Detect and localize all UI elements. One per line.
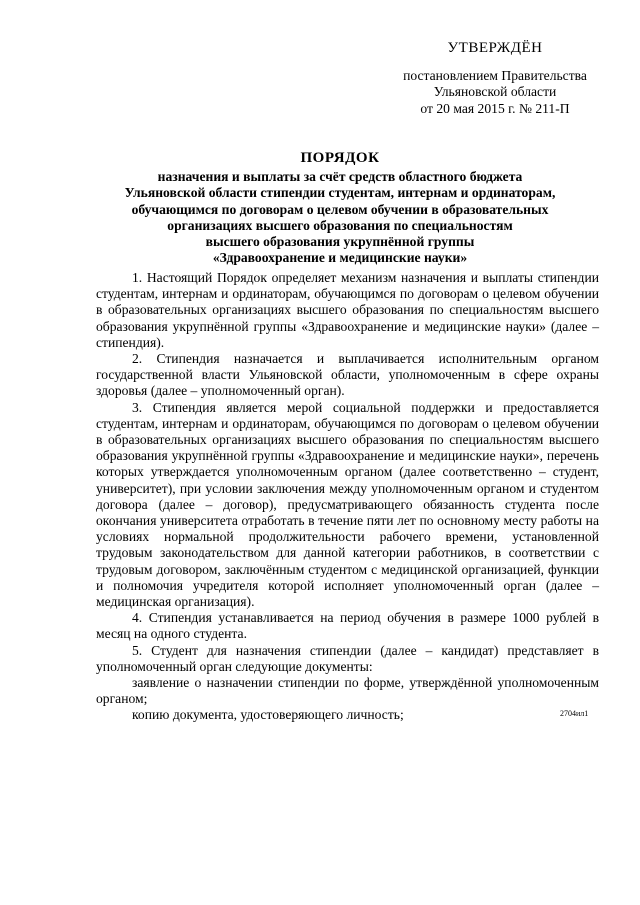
title-line: высшего образования укрупнённой группы — [205, 234, 475, 250]
approval-heading: УТВЕРЖДЁН — [447, 40, 543, 56]
title-main: ПОРЯДОК — [300, 150, 380, 166]
document-body — [96, 270, 599, 724]
paragraph-2: 2. Стипендия назначается и выплачивается исполнительным органом государственной власти Ульяновской области, уполномоченным в сфере охраны здоровья (далее – уполномоченный орган). — [96, 351, 599, 399]
document-title — [82, 150, 598, 266]
approval-line: Ульяновской области — [433, 84, 557, 100]
paragraph-5-item-identity: копию документа, удостоверяющего личность; — [132, 707, 404, 723]
approval-line: от 20 мая 2015 г. № 211-П — [420, 100, 570, 116]
approval-line: постановлением Правительства — [403, 68, 587, 84]
footer-code: 2704ил1 — [560, 709, 589, 718]
paragraph-5: 5. Студент для назначения стипендии (далее – кандидат) представляет в уполномоченный орган следующие документы: — [96, 642, 599, 674]
paragraph-4: 4. Стипендия устанавливается на период обучения в размере 1000 рублей в месяц на одного студента. — [96, 610, 599, 642]
title-line: организациях высшего образования по специальностям — [167, 217, 513, 233]
paragraph-5-item-application: заявление о назначении стипендии по форме, утверждённой уполномоченным органом; — [96, 675, 599, 707]
title-line: «Здравоохранение и медицинские науки» — [212, 250, 468, 266]
paragraph-1: 1. Настоящий Порядок определяет механизм назначения и выплаты стипендии студентам, интернам и ординаторам, обучающимся по договорам о целевом обучении в образовательных организациях высшего образования по специальностям высшего образования укрупнённой группы «Здравоохранение и медицинские науки» (далее – стипендия). — [96, 270, 599, 350]
title-line: Ульяновской области стипендии студентам, интернам и ординаторам, — [124, 185, 556, 201]
paragraph-3: 3. Стипендия является мерой социальной поддержки и предоставляется студентам, интернам и ординаторам, обучающимся по договорам о целевом обучении в образовательных организациях высшего образования по специальностям высшего образования укрупнённой группы «Здравоохранение и медицинские науки», перечень которых утверждается уполномоченным органом (далее соответственно – студент, университет), при условии заключения между уполномоченным органом и студентом договора (далее – договор), предусматривающего обязанность студента после окончания университета отработать в течение пяти лет по основному месту работы на условиях нормальной продолжительности рабочего времени, установленной трудовым законодательством для данной категории работников, в соответствии с трудовым договором, заключённым студентом с медицинской организацией, функции и полномочия учредителя которой исполняет уполномоченный орган (далее – медицинская организация). — [96, 399, 599, 610]
title-line: обучающимся по договорам о целевом обучении в образовательных — [131, 201, 549, 217]
approval-block — [380, 40, 610, 117]
title-line: назначения и выплаты за счёт средств областного бюджета — [157, 169, 523, 185]
